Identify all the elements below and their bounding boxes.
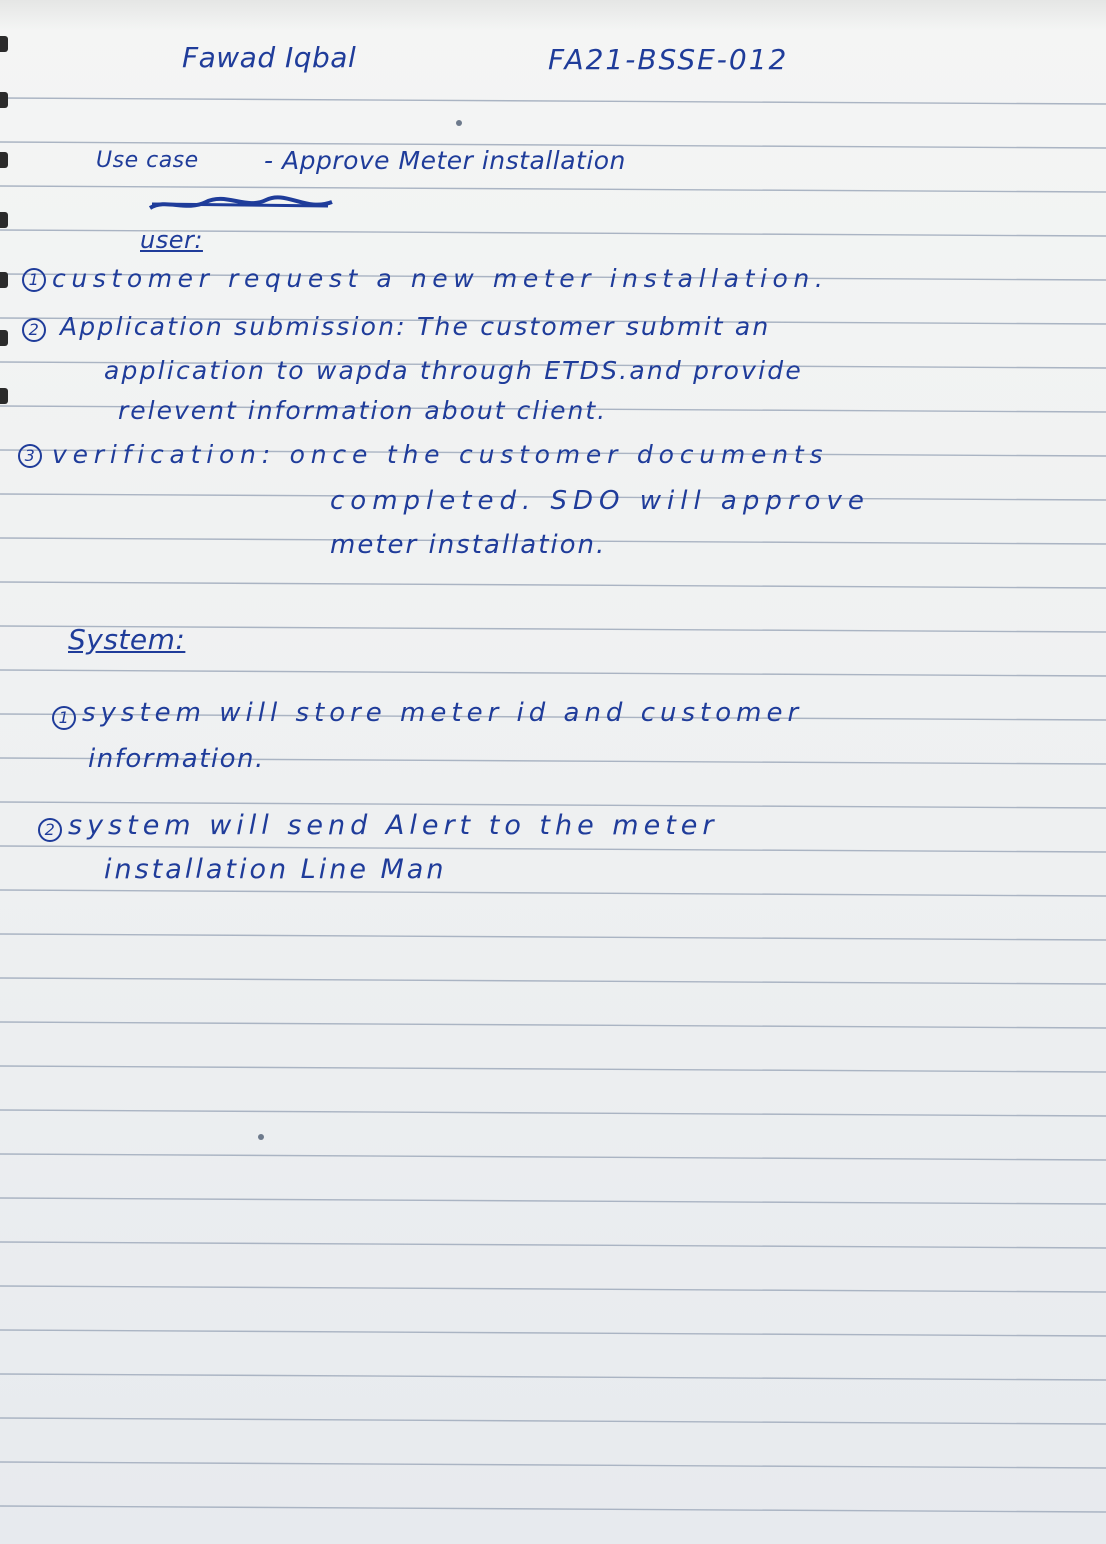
ruled-line [0, 1198, 1106, 1204]
spiral-binding-mark [0, 330, 8, 346]
ruled-line [0, 1110, 1106, 1116]
paper-speck [456, 120, 462, 126]
user-step-2-line-2: application to wapda through ETDS.and provide [104, 356, 803, 385]
use-case-label: Use case [96, 148, 199, 173]
system-step-2-line-1: system will send Alert to the meter [68, 810, 719, 841]
spiral-binding-mark [0, 92, 8, 108]
ruled-line [0, 98, 1106, 104]
ruled-line [0, 1154, 1106, 1160]
actor-label: user: [140, 226, 203, 254]
system-step-1-line-2: information. [88, 744, 265, 774]
spiral-binding-mark [0, 272, 8, 288]
ruled-line [0, 1374, 1106, 1380]
paper-speck [258, 1134, 264, 1140]
ruled-line [0, 978, 1106, 984]
step-number-badge: 1 [22, 268, 46, 292]
spiral-binding-mark [0, 212, 8, 228]
user-step-1-line-1: customer request a new meter installation. [52, 264, 829, 293]
user-step-3-line-2: completed. SDO will approve [330, 486, 870, 516]
system-step-2-line-2: installation Line Man [104, 854, 447, 885]
ruled-line [0, 846, 1106, 852]
crossed-out-word [146, 194, 336, 216]
system-step-1-line-1: system will store meter id and customer [82, 698, 804, 728]
step-number-badge: 2 [22, 318, 46, 342]
step-number-badge: 3 [18, 444, 42, 468]
ruled-line [0, 186, 1106, 192]
ruled-line [0, 1330, 1106, 1336]
ruled-line [0, 1242, 1106, 1248]
step-number-badge: 1 [52, 706, 76, 730]
ruled-line [0, 1418, 1106, 1424]
ruled-line [0, 1022, 1106, 1028]
ruled-line [0, 1462, 1106, 1468]
user-step-2-line-1: Application submission: The customer submit an [60, 312, 771, 341]
ruled-line [0, 802, 1106, 808]
roll-number: FA21-BSSE-012 [548, 43, 789, 76]
user-step-3-line-1: verification: once the customer documents [52, 440, 829, 469]
spiral-binding-mark [0, 36, 8, 52]
use-case-title: - Approve Meter installation [264, 146, 626, 175]
system-heading: System: [68, 623, 186, 656]
step-number-badge: 2 [38, 818, 62, 842]
ruled-line [0, 1286, 1106, 1292]
ruled-line [0, 934, 1106, 940]
user-step-3-line-3: meter installation. [330, 530, 607, 560]
spiral-binding-mark [0, 152, 8, 168]
ruled-line [0, 890, 1106, 896]
student-name: Fawad Iqbal [182, 41, 357, 74]
user-step-2-line-3: relevent information about client. [118, 396, 608, 425]
page-shadow [0, 0, 1106, 30]
spiral-binding-mark [0, 388, 8, 404]
ruled-line [0, 1506, 1106, 1512]
ruled-line [0, 582, 1106, 588]
ruled-line [0, 1066, 1106, 1072]
ruled-line [0, 670, 1106, 676]
